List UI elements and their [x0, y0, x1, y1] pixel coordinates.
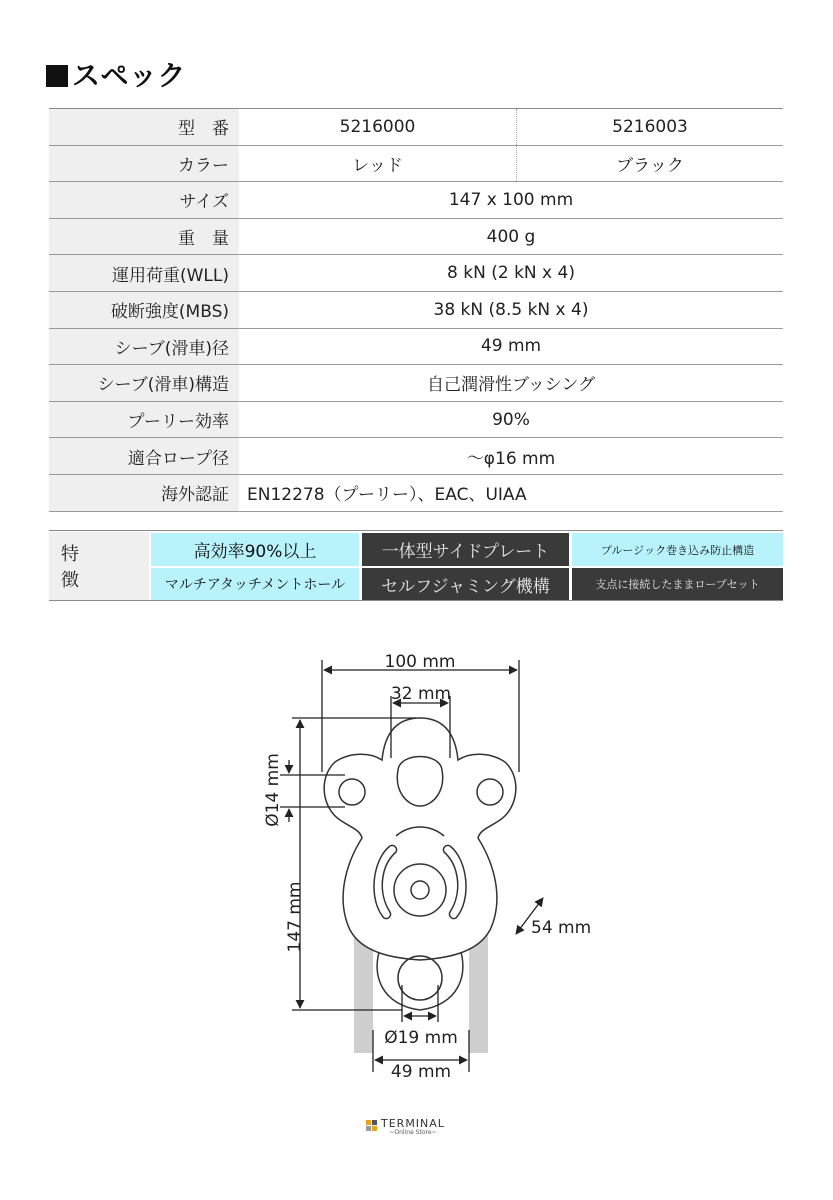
feature-badge: セルフジャミング機構 [362, 568, 569, 600]
row-value: 400 g [239, 218, 783, 255]
row-label: 適合ロープ径 [49, 438, 239, 475]
row-value: ブラック [517, 145, 784, 182]
row-value: 49 mm [239, 328, 783, 365]
row-label: 重 量 [49, 218, 239, 255]
feature-badge: 高効率90%以上 [151, 533, 359, 566]
page-title-text: スペック [72, 59, 187, 92]
logo-brand: TERMINAL [381, 1117, 445, 1130]
row-value: 38 kN (8.5 kN x 4) [239, 291, 783, 328]
row-label: 運用荷重(WLL) [49, 255, 239, 292]
row-value: 90% [239, 401, 783, 438]
row-label: 型 番 [49, 109, 239, 146]
row-value: 8 kN (2 kN x 4) [239, 255, 783, 292]
row-value: 5216000 [239, 109, 517, 146]
row-label: シーブ(滑車)構造 [49, 365, 239, 402]
row-label: 破断強度(MBS) [49, 291, 239, 328]
feature-badge: プルージック巻き込み防止構造 [572, 533, 783, 566]
feature-badge: マルチアタッチメントホール [151, 568, 359, 600]
feature-badge: 一体型サイドプレート [362, 533, 569, 566]
row-value: 自己潤滑性ブッシング [239, 365, 783, 402]
feature-badge: 支点に接続したままロープセット [572, 568, 783, 600]
row-value: 147 x 100 mm [239, 182, 783, 219]
rope-left [354, 935, 373, 1053]
dim-side-label: 54 mm [531, 918, 592, 938]
dim-sheave-hole-label: Ø19 mm [384, 1028, 458, 1048]
dim-hole-label: Ø14 mm [263, 753, 283, 827]
row-label: サイズ [49, 182, 239, 219]
row-label: シーブ(滑車)径 [49, 328, 239, 365]
row-label: 海外認証 [49, 474, 239, 511]
row-value: レッド [239, 145, 517, 182]
logo-subtitle: ~Online Store~ [389, 1129, 437, 1136]
dim-top-label: 32 mm [390, 684, 452, 704]
row-label: プーリー効率 [49, 401, 239, 438]
rope-right [469, 935, 488, 1053]
row-value: ～φ16 mm [239, 438, 783, 475]
dim-width-label: 100 mm [384, 652, 456, 672]
row-value: EN12278（プーリー）、EAC、UIAA [239, 474, 783, 511]
brand-logo [366, 1118, 445, 1136]
dim-height-label: 147 mm [285, 881, 305, 953]
terminal-logo-icon [366, 1120, 378, 1132]
dim-sheave-label: 49 mm [390, 1062, 452, 1082]
row-value: 5216003 [517, 109, 784, 146]
row-label: カラー [49, 145, 239, 182]
features-label: 特 徴 [49, 532, 149, 600]
